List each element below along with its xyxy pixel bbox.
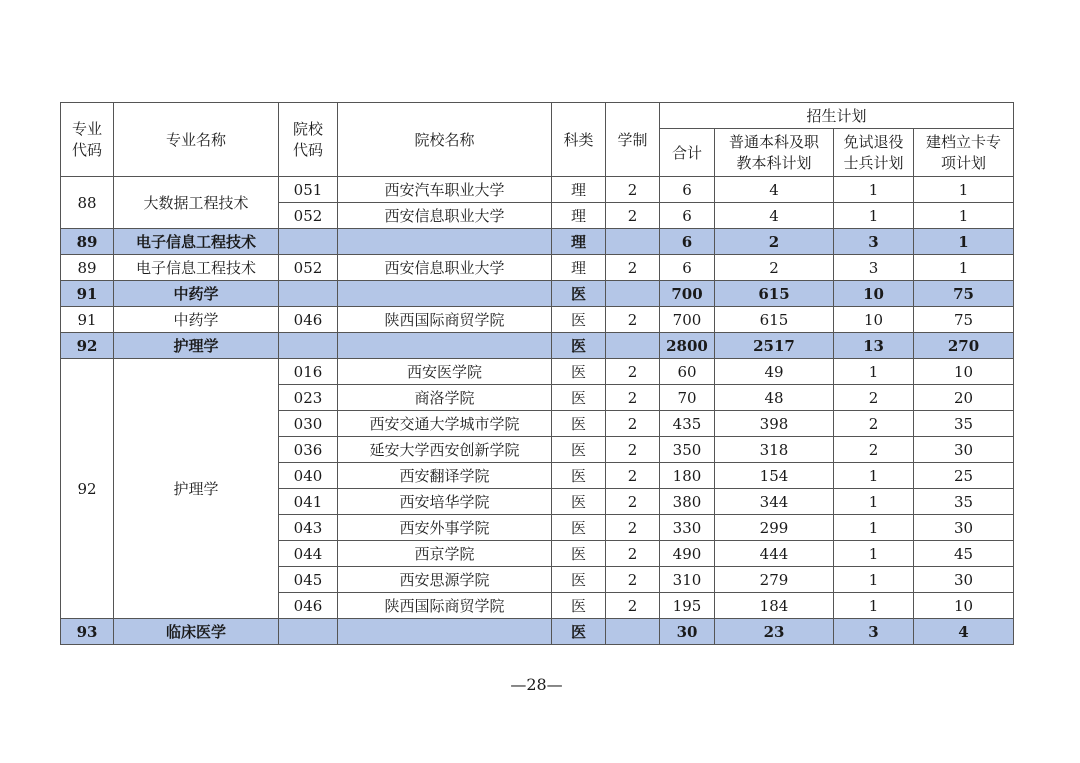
total-cell: 6 xyxy=(660,177,715,203)
school-name-cell xyxy=(338,333,552,359)
table-row xyxy=(61,307,1014,333)
school-name-cell xyxy=(338,281,552,307)
duration-cell xyxy=(606,619,660,645)
category-cell: 医 xyxy=(552,281,606,307)
veteran-plan-cell: 2 xyxy=(834,385,914,411)
school-name-cell: 西安汽车职业大学 xyxy=(338,177,552,203)
total-cell: 490 xyxy=(660,541,715,567)
header-major-code-line: 专业 xyxy=(71,119,102,138)
poverty-plan-cell: 270 xyxy=(914,333,1014,359)
table-row xyxy=(61,359,1014,385)
school-code-cell: 023 xyxy=(279,385,338,411)
category-cell: 医 xyxy=(552,463,606,489)
total-cell: 195 xyxy=(660,593,715,619)
major-name-cell: 护理学 xyxy=(114,333,279,359)
summary-row xyxy=(61,619,1014,645)
total-cell: 6 xyxy=(660,255,715,281)
veteran-plan-cell: 1 xyxy=(834,593,914,619)
header-duration: 学制 xyxy=(606,103,660,177)
veteran-plan-cell: 1 xyxy=(834,463,914,489)
major-name-cell: 电子信息工程技术 xyxy=(114,229,279,255)
duration-cell: 2 xyxy=(606,177,660,203)
category-cell: 医 xyxy=(552,437,606,463)
major-code-cell: 93 xyxy=(61,619,114,645)
header-major-code xyxy=(61,103,114,177)
major-code-cell: 88 xyxy=(61,177,114,229)
header-school-name: 院校名称 xyxy=(338,103,552,177)
school-name-cell: 西安翻译学院 xyxy=(338,463,552,489)
poverty-plan-cell: 45 xyxy=(914,541,1014,567)
duration-cell: 2 xyxy=(606,541,660,567)
veteran-plan-cell: 1 xyxy=(834,203,914,229)
table-row xyxy=(61,177,1014,203)
major-code-cell: 91 xyxy=(61,307,114,333)
header-regular-plan xyxy=(715,129,834,177)
category-cell: 理 xyxy=(552,255,606,281)
duration-cell: 2 xyxy=(606,307,660,333)
regular-plan-cell: 48 xyxy=(715,385,834,411)
header-major-name: 专业名称 xyxy=(114,103,279,177)
total-cell: 310 xyxy=(660,567,715,593)
regular-plan-cell: 2517 xyxy=(715,333,834,359)
regular-plan-cell: 4 xyxy=(715,203,834,229)
veteran-plan-cell: 2 xyxy=(834,411,914,437)
total-cell: 330 xyxy=(660,515,715,541)
regular-plan-cell: 4 xyxy=(715,177,834,203)
school-code-cell xyxy=(279,619,338,645)
total-cell: 6 xyxy=(660,229,715,255)
total-cell: 700 xyxy=(660,281,715,307)
category-cell: 理 xyxy=(552,203,606,229)
major-name-cell: 中药学 xyxy=(114,281,279,307)
category-cell: 医 xyxy=(552,333,606,359)
school-name-cell: 陕西国际商贸学院 xyxy=(338,307,552,333)
regular-plan-cell: 615 xyxy=(715,307,834,333)
category-cell: 医 xyxy=(552,359,606,385)
summary-row xyxy=(61,281,1014,307)
major-code-cell: 92 xyxy=(61,359,114,619)
school-name-cell: 西安医学院 xyxy=(338,359,552,385)
regular-plan-cell: 444 xyxy=(715,541,834,567)
veteran-plan-cell: 10 xyxy=(834,281,914,307)
veteran-plan-cell: 1 xyxy=(834,359,914,385)
total-cell: 2800 xyxy=(660,333,715,359)
school-code-cell: 052 xyxy=(279,255,338,281)
total-cell: 30 xyxy=(660,619,715,645)
veteran-plan-cell: 3 xyxy=(834,255,914,281)
category-cell: 医 xyxy=(552,619,606,645)
veteran-plan-cell: 3 xyxy=(834,229,914,255)
total-cell: 180 xyxy=(660,463,715,489)
school-code-cell xyxy=(279,333,338,359)
major-code-cell: 89 xyxy=(61,255,114,281)
poverty-plan-cell: 30 xyxy=(914,437,1014,463)
category-cell: 医 xyxy=(552,541,606,567)
regular-plan-cell: 184 xyxy=(715,593,834,619)
poverty-plan-cell: 35 xyxy=(914,411,1014,437)
regular-plan-cell: 23 xyxy=(715,619,834,645)
poverty-plan-cell: 75 xyxy=(914,281,1014,307)
duration-cell xyxy=(606,229,660,255)
category-cell: 医 xyxy=(552,489,606,515)
school-name-cell: 延安大学西安创新学院 xyxy=(338,437,552,463)
header-regular-plan-line: 教本科计划 xyxy=(736,153,812,172)
duration-cell xyxy=(606,281,660,307)
category-cell: 医 xyxy=(552,307,606,333)
poverty-plan-cell: 1 xyxy=(914,177,1014,203)
school-name-cell: 西安思源学院 xyxy=(338,567,552,593)
header-row xyxy=(61,103,1014,129)
total-cell: 70 xyxy=(660,385,715,411)
regular-plan-cell: 154 xyxy=(715,463,834,489)
regular-plan-cell: 318 xyxy=(715,437,834,463)
summary-row xyxy=(61,229,1014,255)
school-code-cell: 030 xyxy=(279,411,338,437)
regular-plan-cell: 299 xyxy=(715,515,834,541)
school-code-cell: 016 xyxy=(279,359,338,385)
poverty-plan-cell: 10 xyxy=(914,593,1014,619)
school-name-cell xyxy=(338,229,552,255)
regular-plan-cell: 344 xyxy=(715,489,834,515)
veteran-plan-cell: 1 xyxy=(834,489,914,515)
duration-cell: 2 xyxy=(606,385,660,411)
header-major-code-line: 代码 xyxy=(71,140,102,159)
regular-plan-cell: 2 xyxy=(715,229,834,255)
total-cell: 60 xyxy=(660,359,715,385)
major-name-cell: 电子信息工程技术 xyxy=(114,255,279,281)
school-name-cell: 商洛学院 xyxy=(338,385,552,411)
poverty-plan-cell: 20 xyxy=(914,385,1014,411)
veteran-plan-cell: 1 xyxy=(834,515,914,541)
major-code-cell: 89 xyxy=(61,229,114,255)
major-code-cell: 91 xyxy=(61,281,114,307)
school-name-cell: 陕西国际商贸学院 xyxy=(338,593,552,619)
veteran-plan-cell: 13 xyxy=(834,333,914,359)
school-code-cell: 051 xyxy=(279,177,338,203)
category-cell: 医 xyxy=(552,515,606,541)
header-veteran-plan-line: 士兵计划 xyxy=(843,153,904,172)
category-cell: 理 xyxy=(552,229,606,255)
school-code-cell: 041 xyxy=(279,489,338,515)
header-poverty-plan-line: 项计划 xyxy=(941,153,987,172)
header-veteran-plan-line: 免试退役 xyxy=(843,132,904,151)
school-name-cell: 西安交通大学城市学院 xyxy=(338,411,552,437)
major-name-cell: 中药学 xyxy=(114,307,279,333)
school-name-cell: 西安外事学院 xyxy=(338,515,552,541)
duration-cell: 2 xyxy=(606,515,660,541)
school-code-cell: 036 xyxy=(279,437,338,463)
poverty-plan-cell: 1 xyxy=(914,203,1014,229)
school-code-cell: 046 xyxy=(279,307,338,333)
enrollment-plan-table xyxy=(60,102,1014,645)
poverty-plan-cell: 30 xyxy=(914,567,1014,593)
school-code-cell: 040 xyxy=(279,463,338,489)
header-total: 合计 xyxy=(660,129,715,177)
veteran-plan-cell: 1 xyxy=(834,177,914,203)
category-cell: 理 xyxy=(552,177,606,203)
total-cell: 700 xyxy=(660,307,715,333)
regular-plan-cell: 2 xyxy=(715,255,834,281)
header-veteran-plan xyxy=(834,129,914,177)
category-cell: 医 xyxy=(552,411,606,437)
school-code-cell: 052 xyxy=(279,203,338,229)
summary-row xyxy=(61,333,1014,359)
duration-cell: 2 xyxy=(606,255,660,281)
major-name-cell: 临床医学 xyxy=(114,619,279,645)
duration-cell: 2 xyxy=(606,437,660,463)
poverty-plan-cell: 1 xyxy=(914,255,1014,281)
school-name-cell: 西安信息职业大学 xyxy=(338,255,552,281)
major-name-cell: 大数据工程技术 xyxy=(114,177,279,229)
regular-plan-cell: 398 xyxy=(715,411,834,437)
veteran-plan-cell: 3 xyxy=(834,619,914,645)
header-school-code-line: 院校 xyxy=(292,119,323,138)
school-code-cell: 043 xyxy=(279,515,338,541)
header-school-code xyxy=(279,103,338,177)
page-number: —28— xyxy=(510,675,563,694)
total-cell: 6 xyxy=(660,203,715,229)
school-name-cell: 西京学院 xyxy=(338,541,552,567)
school-code-cell: 045 xyxy=(279,567,338,593)
poverty-plan-cell: 4 xyxy=(914,619,1014,645)
school-code-cell: 044 xyxy=(279,541,338,567)
header-regular-plan-line: 普通本科及职 xyxy=(728,132,819,151)
header-poverty-plan xyxy=(914,129,1014,177)
duration-cell xyxy=(606,333,660,359)
duration-cell: 2 xyxy=(606,463,660,489)
major-name-cell: 护理学 xyxy=(114,359,279,619)
header-school-code-line: 代码 xyxy=(292,140,323,159)
duration-cell: 2 xyxy=(606,489,660,515)
poverty-plan-cell: 1 xyxy=(914,229,1014,255)
major-code-cell: 92 xyxy=(61,333,114,359)
header-poverty-plan-line: 建档立卡专 xyxy=(926,132,1002,151)
school-name-cell xyxy=(338,619,552,645)
duration-cell: 2 xyxy=(606,203,660,229)
category-cell: 医 xyxy=(552,593,606,619)
school-name-cell: 西安信息职业大学 xyxy=(338,203,552,229)
category-cell: 医 xyxy=(552,567,606,593)
duration-cell: 2 xyxy=(606,593,660,619)
school-code-cell: 046 xyxy=(279,593,338,619)
veteran-plan-cell: 2 xyxy=(834,437,914,463)
regular-plan-cell: 279 xyxy=(715,567,834,593)
poverty-plan-cell: 25 xyxy=(914,463,1014,489)
table-row xyxy=(61,255,1014,281)
duration-cell: 2 xyxy=(606,359,660,385)
duration-cell: 2 xyxy=(606,567,660,593)
veteran-plan-cell: 1 xyxy=(834,567,914,593)
regular-plan-cell: 49 xyxy=(715,359,834,385)
poverty-plan-cell: 75 xyxy=(914,307,1014,333)
header-category: 科类 xyxy=(552,103,606,177)
poverty-plan-cell: 10 xyxy=(914,359,1014,385)
regular-plan-cell: 615 xyxy=(715,281,834,307)
duration-cell: 2 xyxy=(606,411,660,437)
veteran-plan-cell: 10 xyxy=(834,307,914,333)
header-plan-group: 招生计划 xyxy=(660,103,1014,129)
poverty-plan-cell: 35 xyxy=(914,489,1014,515)
total-cell: 435 xyxy=(660,411,715,437)
school-name-cell: 西安培华学院 xyxy=(338,489,552,515)
poverty-plan-cell: 30 xyxy=(914,515,1014,541)
total-cell: 380 xyxy=(660,489,715,515)
category-cell: 医 xyxy=(552,385,606,411)
school-code-cell xyxy=(279,229,338,255)
school-code-cell xyxy=(279,281,338,307)
total-cell: 350 xyxy=(660,437,715,463)
veteran-plan-cell: 1 xyxy=(834,541,914,567)
